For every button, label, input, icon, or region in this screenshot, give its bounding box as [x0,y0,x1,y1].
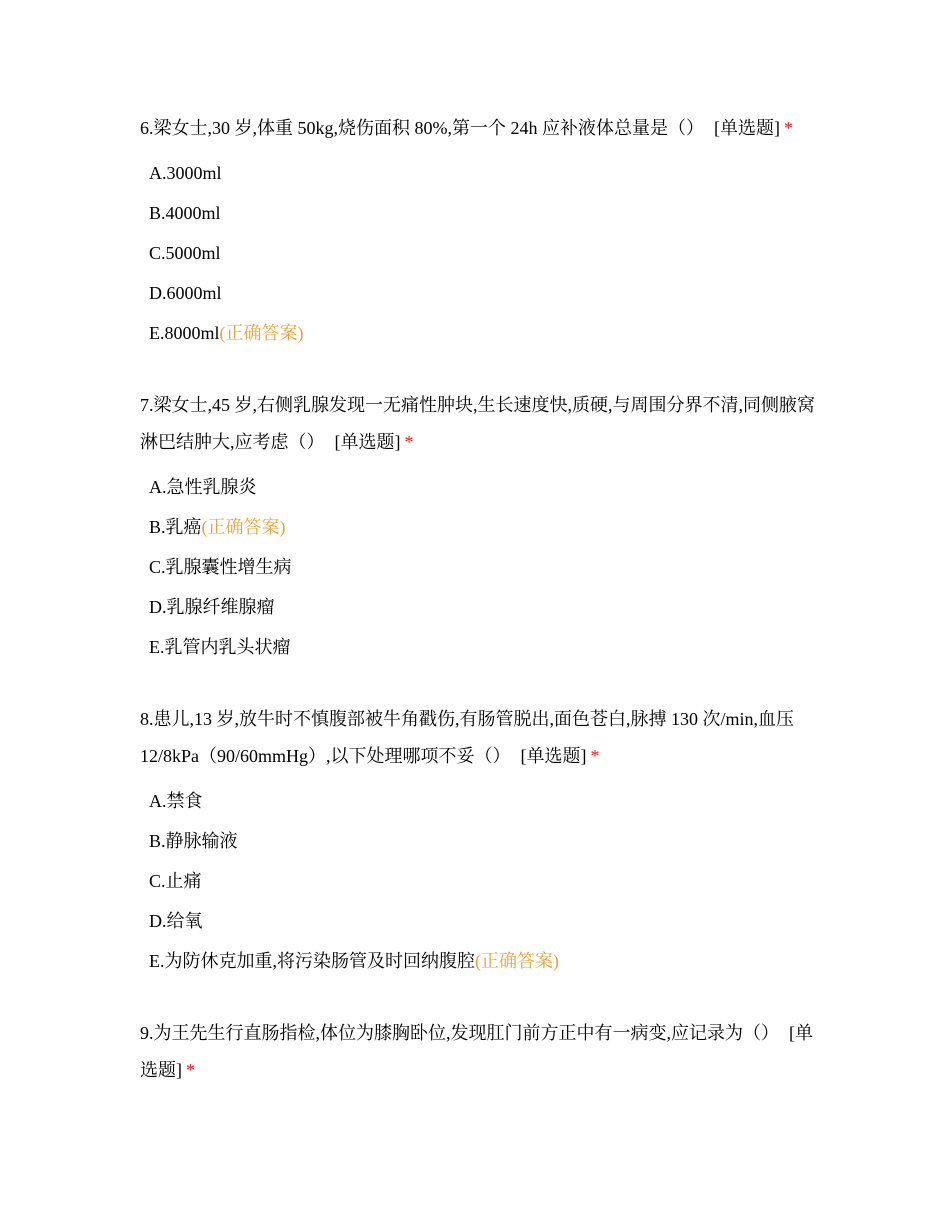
question-6 [140,110,820,353]
option-label: E.8000ml [149,323,220,343]
option-list [140,781,820,981]
option-label: E.乳管内乳头状瘤 [149,637,291,657]
question-stem [140,110,820,147]
question-7 [140,387,820,667]
question-type-tag: [单选题] [520,746,587,766]
correct-answer-note: (正确答案) [219,323,304,343]
question-text: 8.患儿,13 岁,放牛时不慎腹部被牛角戳伤,有肠管脱出,面色苍白,脉搏 130 次/min,血压 12/8kPa（90/60mmHg）,以下处理哪项不妥（） [140,709,794,766]
option-d[interactable] [140,273,820,313]
required-marker: * [186,1060,195,1080]
option-c[interactable] [140,861,820,901]
option-b[interactable] [140,193,820,233]
option-c[interactable] [140,233,820,273]
option-b[interactable] [140,821,820,861]
correct-answer-note: (正确答案) [475,951,559,971]
question-list [140,110,820,1123]
option-b[interactable] [140,507,820,547]
option-a[interactable] [140,781,820,821]
question-stem [140,1015,820,1089]
option-label: E.为防休克加重,将污染肠管及时回纳腹腔 [149,951,475,971]
option-label: D.乳腺纤维腺瘤 [149,597,275,617]
option-list [140,153,820,353]
option-a[interactable] [140,153,820,193]
option-e[interactable] [140,627,820,667]
option-d[interactable] [140,901,820,941]
option-c[interactable] [140,547,820,587]
question-stem [140,701,820,775]
correct-answer-note: (正确答案) [201,517,286,537]
question-type-tag: [单选题] [714,118,780,138]
option-label: A.急性乳腺炎 [149,477,257,497]
option-label: C.5000ml [149,243,221,263]
option-label: B.静脉输液 [149,831,238,851]
question-8 [140,701,820,981]
option-label: A.禁食 [149,791,203,811]
question-text: 9.为王先生行直肠指检,体位为膝胸卧位,发现肛门前方正中有一病变,应记录为（） [140,1023,779,1043]
option-label: C.止痛 [149,871,202,891]
option-label: D.给氧 [149,911,203,931]
option-list [140,467,820,667]
question-text: 7.梁女士,45 岁,右侧乳腺发现一无痛性肿块,生长速度快,质硬,与周围分界不清,同侧腋窝淋巴结肿大,应考虑（） [140,395,815,452]
option-e[interactable] [140,313,820,353]
option-label: A.3000ml [149,163,222,183]
required-marker: * [404,432,414,452]
option-label: C.乳腺囊性增生病 [149,557,292,577]
option-d[interactable] [140,587,820,627]
option-e[interactable] [140,941,820,981]
required-marker: * [784,118,793,138]
question-type-tag: [单选题] [334,432,401,452]
option-a[interactable] [140,467,820,507]
question-9 [140,1015,820,1089]
option-label: B.乳癌 [149,517,202,537]
question-stem [140,387,820,461]
question-type-tag: [单选题] [140,1023,813,1080]
option-label: B.4000ml [149,203,221,223]
question-text: 6.梁女士,30 岁,体重 50kg,烧伤面积 80%,第一个 24h 应补液体总量是（） [140,118,704,138]
required-marker: * [590,746,600,766]
option-label: D.6000ml [149,283,222,303]
